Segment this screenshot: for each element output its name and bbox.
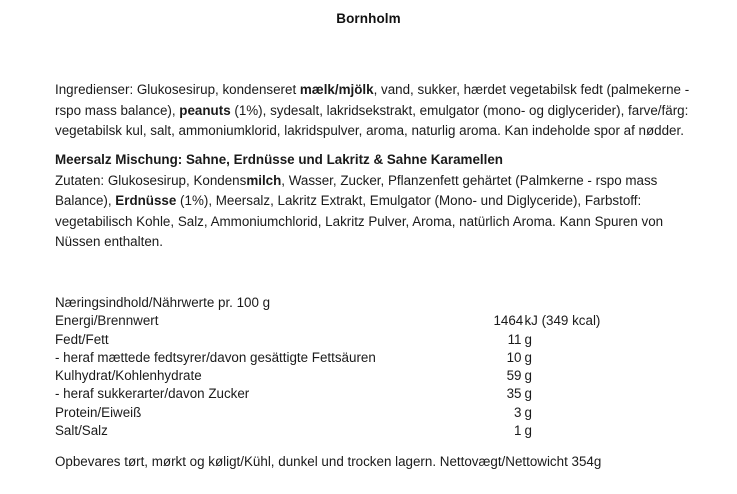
nutrition-row-label: - heraf mættede fedtsyrer/davon gesättigte Fettsäuren: [55, 349, 376, 365]
page-title: Bornholm: [336, 11, 401, 26]
nutrition-row-number: 3: [514, 404, 522, 420]
nutrition-row-number: 1464: [493, 313, 524, 329]
nutrition-row: [55, 422, 615, 440]
nutrition-row: [55, 367, 615, 385]
nutrition-row-value: [493, 367, 615, 385]
nutrition-row-value: [493, 312, 615, 330]
allergen-milk-german: milch: [246, 172, 282, 188]
nutrition-row: [55, 385, 615, 403]
nutrition-row: [55, 312, 615, 330]
nutrition-row-value: [493, 385, 615, 403]
nutrition-row-label: Kulhydrat/Kohlenhydrate: [55, 368, 202, 384]
ingredients-german-paragraph: [55, 171, 667, 253]
storage-and-weight-line: Opbevares tørt, mørkt og køligt/Kühl, dunkel und trocken lagern. Nettovægt/Nettowicht 354g: [55, 454, 602, 469]
allergen-peanuts-german: Erdnüsse: [115, 193, 177, 208]
nutrition-row-value: [493, 422, 615, 440]
german-product-heading: Meersalz Mischung: Sahne, Erdnüsse und Lakritz & Sahne Karamellen: [55, 152, 503, 167]
nutrition-row-value: [493, 349, 615, 367]
nutrition-row-label: Fedt/Fett: [55, 331, 109, 347]
nutrition-row-number: 59: [506, 368, 522, 384]
nutrition-row-label: - heraf sukkerarter/davon Zucker: [55, 386, 250, 402]
nutrition-row-unit: g: [524, 349, 532, 365]
nutrition-row-unit: kJ (349 kcal): [524, 313, 601, 329]
nutrition-row-number: 35: [506, 386, 522, 402]
ingredients-german-prefix: Zutaten: Glukosesirup, Kondens: [55, 172, 247, 188]
ingredients-danish-prefix: Ingredienser: Glukosesirup, kondenseret: [55, 82, 300, 98]
nutrition-row-unit: g: [524, 368, 532, 384]
nutrition-row-number: 11: [507, 331, 522, 347]
nutrition-table: [55, 312, 615, 440]
ingredients-german-block: [55, 150, 667, 253]
nutrition-row-unit: g: [524, 423, 532, 439]
nutrition-row-unit: g: [524, 386, 532, 402]
nutrition-row-unit: g: [524, 331, 532, 347]
allergen-milk-danish: mælk/mjölk: [299, 82, 374, 98]
ingredients-danish-middle: , vand, sukker, hærdet vegetabilsk fedt (palmekerne - rspo mass balance),: [55, 82, 690, 118]
nutrition-row-label: Energi/Brennwert: [55, 313, 159, 329]
nutrition-row-unit: g: [524, 404, 532, 420]
nutrition-row-value: [493, 404, 615, 422]
ingredients-danish-suffix: (1%), sydesalt, lakridsekstrakt, emulgator (mono- og diglycerider), farve/färg: vegetabilsk kul, salt, ammoniumklorid, lakridspulver, aroma, naturlig aroma. Kan indeholde spor af nødder.: [55, 102, 689, 139]
nutrition-row-label: Protein/Eiweiß: [55, 404, 142, 420]
ingredients-german-middle: , Wasser, Zucker, Pflanzenfett gehärtet (Palmkerne - rspo mass Balance),: [55, 172, 658, 208]
nutrition-row-label: Salt/Salz: [55, 423, 108, 439]
nutrition-row: [55, 404, 615, 422]
nutrition-row-number: 10: [506, 349, 522, 365]
nutrition-row-number: 1: [514, 423, 522, 439]
nutrition-section: [55, 294, 655, 440]
nutrition-table-body: [55, 312, 615, 440]
nutrition-row: [55, 349, 615, 367]
nutrition-row-value: [493, 331, 615, 349]
nutrition-caption: Næringsindhold/Nährwerte pr. 100 g: [55, 295, 271, 310]
ingredients-danish-paragraph: [55, 80, 697, 142]
allergen-peanuts-danish: peanuts: [179, 102, 231, 118]
nutrition-row: [55, 331, 615, 349]
ingredients-german-suffix: (1%), Meersalz, Lakritz Extrakt, Emulgator (Mono- und Diglyceride), Farbstoff: vegetabilisch Kohle, Salz, Ammoniumchlorid, Lakritz Pulver, Aroma, natürlich Aroma. Kann Spuren von Nüssen enthalten.: [55, 193, 664, 249]
